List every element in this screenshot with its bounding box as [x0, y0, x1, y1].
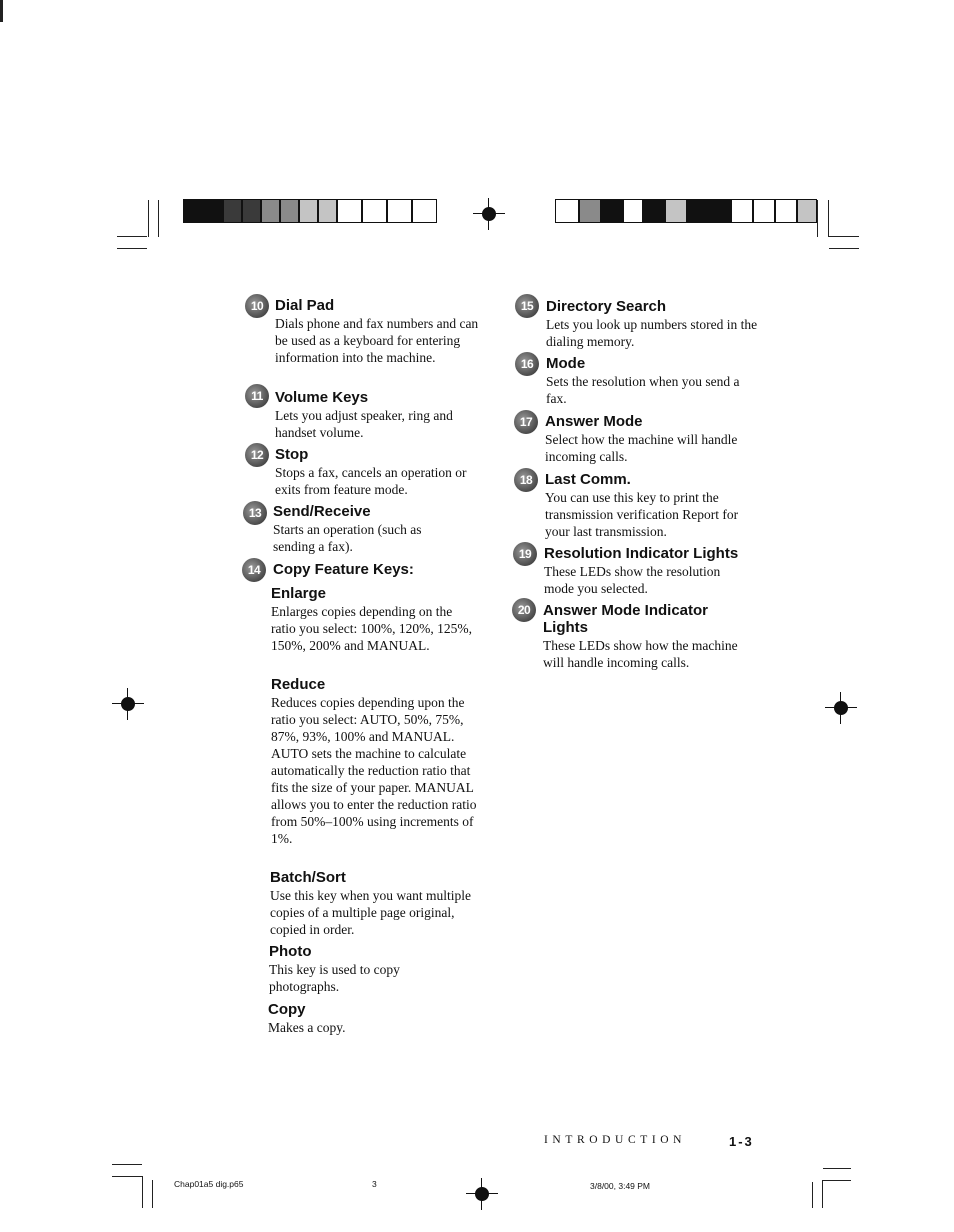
entry-title: Volume Keys — [275, 389, 369, 406]
sub-entry-body: Use this key when you want multiple copies of a multiple page original, copied in order. — [270, 888, 471, 937]
number-badge-icon: 18 — [514, 468, 538, 492]
entry-body: Lets you look up numbers stored in the dialing memory. — [546, 317, 758, 349]
crop-mark — [148, 200, 149, 237]
crop-mark — [158, 200, 159, 237]
sub-entry-enlarge — [271, 585, 486, 654]
color-bar-right — [555, 199, 817, 223]
entry-title: Answer Mode — [545, 413, 643, 430]
sub-entry-title: Enlarge — [271, 585, 327, 602]
entry-body: Dials phone and fax numbers and can be used as a keyboard for entering information into the machine. — [275, 316, 479, 365]
crop-mark — [152, 1180, 153, 1208]
entry-title: Resolution Indicator Lights — [544, 545, 739, 562]
sub-entry-batch-sort — [270, 869, 485, 938]
number-badge-icon: 16 — [515, 352, 539, 376]
entry-body: You can use this key to print the transmission verification Report for your last transmission. — [545, 490, 739, 539]
crop-mark — [117, 248, 147, 249]
entry-mode — [515, 352, 765, 407]
crop-mark — [823, 1180, 851, 1181]
entry-title: Dial Pad — [275, 297, 335, 314]
entry-body: These LEDs show the resolution mode you selected. — [544, 564, 721, 596]
entry-send-receive — [243, 501, 488, 555]
entry-title: Directory Search — [546, 298, 667, 315]
crop-mark — [112, 1176, 142, 1177]
number-badge-icon: 13 — [243, 501, 267, 525]
number-badge-icon: 11 — [245, 384, 269, 408]
crop-mark — [812, 1182, 813, 1208]
registration-target — [466, 1178, 498, 1210]
crop-mark — [817, 200, 818, 237]
entry-title: Mode — [546, 355, 586, 372]
entry-body: Select how the machine will handle incoming calls. — [545, 432, 738, 464]
crop-mark — [823, 1168, 851, 1169]
sub-entry-body: Enlarges copies depending on the ratio you select: 100%, 120%, 125%, 150%, 200% and MANUAL. — [271, 604, 472, 653]
entry-stop — [245, 443, 490, 498]
number-badge-icon: 17 — [514, 410, 538, 434]
sub-entry-body: Makes a copy. — [268, 1020, 346, 1035]
sub-entry-reduce — [271, 676, 486, 847]
registration-target — [825, 692, 857, 724]
slug-file-name: Chap01a5 dig.p65 — [174, 1179, 244, 1189]
sub-entry-photo — [269, 943, 484, 995]
entry-last-comm — [514, 468, 764, 540]
sub-entry-title: Reduce — [271, 676, 326, 693]
sub-entry-title: Photo — [269, 943, 312, 960]
crop-mark — [829, 236, 859, 237]
crop-mark — [0, 0, 3, 22]
sub-entry-copy — [268, 1001, 483, 1036]
entry-dial-pad — [245, 294, 490, 366]
entry-title: Last Comm. — [545, 471, 631, 488]
entry-body: Lets you adjust speaker, ring and handset volume. — [275, 408, 453, 440]
running-footer-section: INTRODUCTION — [544, 1134, 687, 1146]
entry-title: Send/Receive — [273, 503, 371, 520]
crop-mark — [828, 200, 829, 237]
slug-date: 3/8/00, 3:49 PM — [590, 1181, 651, 1191]
slug-page-number: 3 — [372, 1179, 377, 1189]
number-badge-icon: 20 — [512, 598, 536, 622]
entry-title: Answer Mode Indicator Lights — [543, 602, 709, 636]
crop-mark — [117, 236, 147, 237]
number-badge-icon: 14 — [242, 558, 266, 582]
registration-target — [473, 198, 505, 230]
crop-mark — [822, 1180, 823, 1208]
entry-volume-keys — [245, 384, 490, 441]
entry-title: Stop — [275, 446, 309, 463]
number-badge-icon: 15 — [515, 294, 539, 318]
crop-mark — [829, 248, 859, 249]
crop-mark — [142, 1176, 143, 1208]
entry-copy-feature-keys — [242, 558, 487, 578]
sub-entry-body: This key is used to copy photographs. — [269, 962, 400, 994]
entry-body: Stops a fax, cancels an operation or exits from feature mode. — [275, 465, 467, 497]
entry-answer-mode — [514, 410, 764, 465]
entry-body: Sets the resolution when you send a fax. — [546, 374, 740, 406]
number-badge-icon: 19 — [513, 542, 537, 566]
sub-entry-body: Reduces copies depending upon the ratio you select: AUTO, 50%, 75%, 87%, 93%, 100% and MANUAL. AUTO sets the machine to calculate automatically the reduction ratio that fits the size of your paper. MANUAL allows you to enter the reduction ratio from 50%–100% using increments of 1%. — [271, 695, 477, 846]
color-bar-left — [183, 199, 437, 223]
entry-body: These LEDs show how the machine will handle incoming calls. — [543, 638, 738, 670]
entry-directory-search — [515, 294, 765, 350]
number-badge-icon: 10 — [245, 294, 269, 318]
entry-body: Starts an operation (such as sending a fax). — [273, 522, 422, 554]
entry-answer-mode-indicator-lights — [512, 598, 762, 671]
registration-target — [112, 688, 144, 720]
entry-resolution-indicator-lights — [513, 542, 773, 597]
running-footer-page-number: 1-3 — [729, 1134, 754, 1149]
entry-title: Copy Feature Keys: — [273, 561, 414, 578]
sub-entry-title: Copy — [268, 1001, 306, 1018]
sub-entry-title: Batch/Sort — [270, 869, 346, 886]
crop-mark — [112, 1164, 142, 1165]
number-badge-icon: 12 — [245, 443, 269, 467]
